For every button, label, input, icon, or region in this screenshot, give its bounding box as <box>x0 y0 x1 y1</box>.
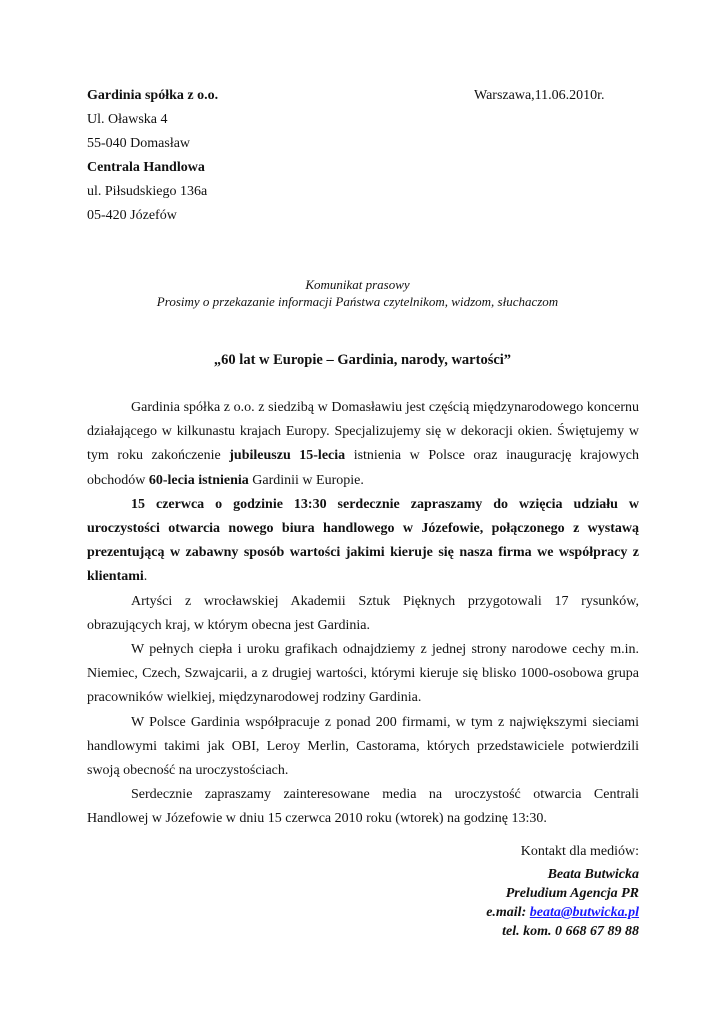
press-release-label-block <box>0 276 725 310</box>
email-link[interactable]: beata@butwicka.pl <box>529 905 639 920</box>
p2-bold-invitation: 15 czerwca o godzinie 13:30 serdecznie zapraszamy do wzięcia udziału w uroczystości otwarcia nowego biura handlowego w Józefowie, połączonego z wystawą prezentującą w zabawny sposób wartości jakimi kieruje się nasza firma we współpracy z klientami <box>87 496 639 585</box>
contact-email-line <box>486 903 639 922</box>
contact-phone: tel. kom. 0 668 67 89 88 <box>502 924 639 939</box>
contact-name: Beata Butwicka <box>547 867 639 882</box>
sender-address-block <box>87 86 647 230</box>
paragraph-2 <box>87 493 639 590</box>
paragraph-5: W Polsce Gardinia współpracuje z ponad 200 firmami, w tym z największymi sieciami handlowymi takimi jak OBI, Leroy Merlin, Castorama, których przedstawiciele potwierdzili swoją obecność na uroczystościach. <box>87 714 639 779</box>
press-release-label: Komunikat prasowy <box>305 277 410 292</box>
p2-end: . <box>143 569 148 585</box>
email-label: e.mail: <box>486 905 530 920</box>
paragraph-4: W pełnych ciepła i uroku grafikach odnajdziemy z jednej strony narodowe cechy m.in. Niemiec, Czech, Szwajcarii, a z drugiej wartości, którymi kieruje się blisko 1000-osobowa grupa pracowników wielkiej, międzynarodowej rodziny Gardinia. <box>87 642 639 706</box>
p1-text-e: Gardinii w Europie. <box>248 472 364 488</box>
contact-label: Kontakt dla mediów: <box>520 844 639 859</box>
p1-bold-60: 60-lecia istnienia <box>148 472 249 488</box>
press-release-request: Prosimy o przekazanie informacji Państwa czytelnikom, widzom, słuchaczom <box>156 294 559 309</box>
sender-unit-street: ul. Piłsudskiego 136a <box>87 184 208 199</box>
contact-agency: Preludium Agencja PR <box>505 886 639 901</box>
letter-date: Warszawa,11.06.2010r. <box>474 88 605 103</box>
headline: „60 lat w Europie – Gardinia, narody, wartości” <box>213 352 512 368</box>
p1-text-a: Gardinia spółka z o.o. z siedzibą w Domasławiu jest częścią międzynarodowego koncernu działającego w kilkunastu krajach Europy. Specjalizujemy się w dekoracji okien. Świętujemy w tym roku zakończenie <box>87 400 639 464</box>
sender-company: Gardinia spółka z o.o. <box>87 88 219 103</box>
sender-unit-city: 05-420 Józefów <box>87 208 177 223</box>
paragraph-6: Serdecznie zapraszamy zainteresowane media na uroczystość otwarcia Centrali Handlowej w Józefowie w dniu 15 czerwca 2010 roku (wtorek) na godzinę 13:30. <box>87 787 639 827</box>
sender-street: Ul. Oławska 4 <box>87 112 168 127</box>
sender-unit: Centrala Handlowa <box>87 160 205 175</box>
p1-text-c: istnienia w Polsce oraz inaugurację krajowych obchodów <box>87 448 640 488</box>
p1-bold-jubilee: jubileuszu 15-lecia <box>229 448 346 464</box>
paragraph-1 <box>87 396 639 493</box>
paragraph-3: Artyści z wrocławskiej Akademii Sztuk Pięknych przygotowali 17 rysunków, obrazujących kraj, w którym obecna jest Gardinia. <box>87 593 639 633</box>
media-contact-block <box>486 842 639 941</box>
letter-body <box>87 396 639 832</box>
sender-city: 55-040 Domasław <box>87 136 191 151</box>
